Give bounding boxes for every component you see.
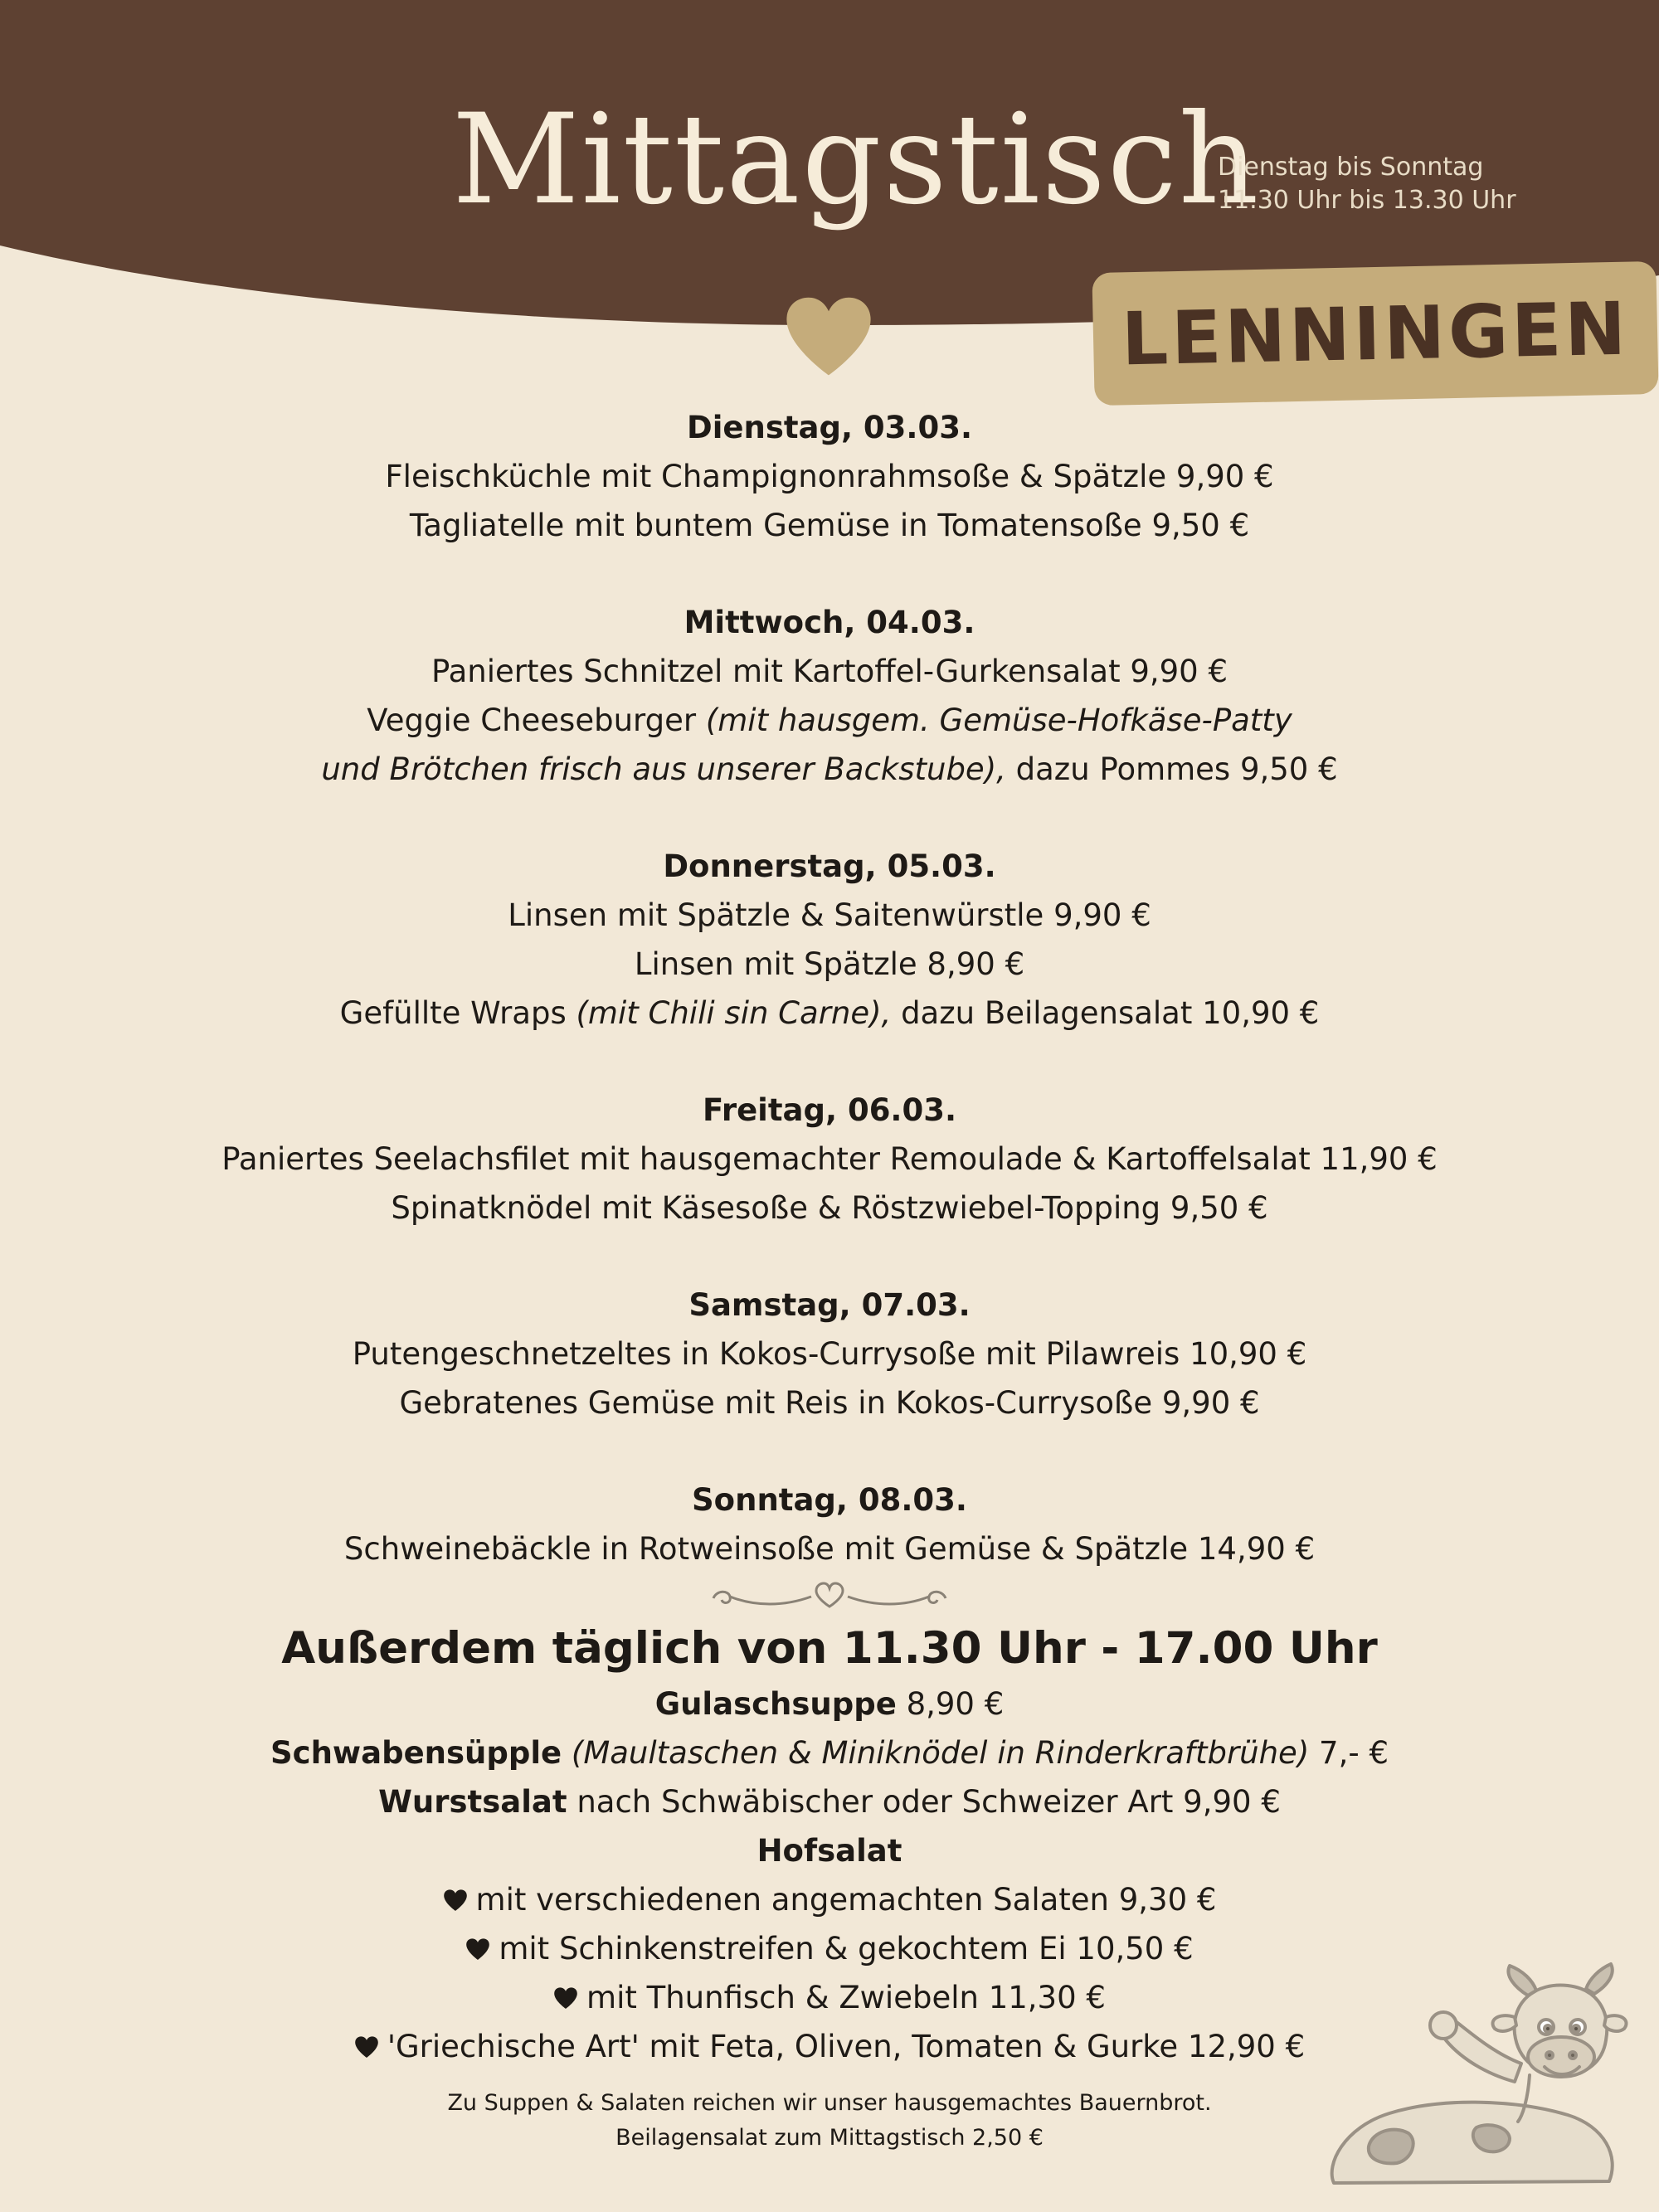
menu-content <box>0 403 1659 2156</box>
heart-bullet-icon <box>443 1889 468 1912</box>
day-title: Donnerstag, 05.03. <box>663 848 996 884</box>
ornament-divider-icon <box>705 1578 954 1615</box>
hofsalat-option-text: mit Thunfisch & Zwiebeln 11,30 € <box>586 1980 1106 2015</box>
footer-line: Zu Suppen & Salaten reichen wir unser hausgemachtes Bauernbrot. <box>447 2090 1212 2116</box>
dish-line <box>0 745 1659 794</box>
day-title: Dienstag, 03.03. <box>686 410 973 445</box>
heart-bullet-icon <box>354 2035 379 2059</box>
dish-line <box>0 989 1659 1038</box>
opening-hours <box>1218 151 1516 217</box>
day-title: Freitag, 06.03. <box>702 1092 957 1128</box>
day-title: Mittwoch, 04.03. <box>684 605 975 640</box>
day-thursday <box>0 842 1659 1038</box>
dish-note: (mit Chili sin Carne), <box>576 995 892 1031</box>
dish-note: (Maultaschen & Miniknödel in Rinderkraftbrühe) <box>562 1735 1310 1771</box>
dish-line: Gebratenes Gemüse mit Reis in Kokos-Currysoße 9,90 € <box>399 1385 1260 1421</box>
cow-mascot-icon <box>1319 1957 1634 2198</box>
opening-time: 11.30 Uhr bis 13.30 Uhr <box>1218 186 1516 215</box>
day-tuesday <box>0 403 1659 550</box>
dish-name: Gulaschsuppe <box>654 1686 897 1722</box>
dish-name: Veggie Cheeseburger <box>367 702 706 738</box>
day-title: Sonntag, 08.03. <box>692 1482 967 1518</box>
dish-line: Paniertes Schnitzel mit Kartoffel-Gurkensalat 9,90 € <box>431 654 1228 689</box>
day-friday <box>0 1086 1659 1232</box>
dish-price: 7,- € <box>1309 1735 1389 1771</box>
dish-line <box>0 696 1659 745</box>
heart-bullet-icon <box>553 1986 578 2010</box>
opening-days: Dienstag bis Sonntag <box>1218 153 1484 182</box>
day-saturday <box>0 1281 1659 1427</box>
dish-line: Fleischküchle mit Champignonrahmsoße & Spätzle 9,90 € <box>385 459 1274 494</box>
dish-rest: dazu Beilagensalat 10,90 € <box>891 995 1320 1031</box>
extra-title: Außerdem täglich von 11.30 Uhr - 17.00 Uhr <box>281 1623 1378 1674</box>
heart-bullet-icon <box>465 1937 490 1961</box>
extra-gulasch <box>0 1680 1659 1728</box>
dish-price: 8,90 € <box>896 1686 1005 1722</box>
hofsalat-title: Hofsalat <box>757 1833 902 1869</box>
day-title: Samstag, 07.03. <box>688 1287 971 1323</box>
hofsalat-option-text: mit Schinkenstreifen & gekochtem Ei 10,50 € <box>499 1931 1194 1966</box>
day-sunday <box>0 1475 1659 1573</box>
hofsalat-option-text: 'Griechische Art' mit Feta, Oliven, Tomaten & Gurke 12,90 € <box>387 2029 1306 2064</box>
dish-rest: nach Schwäbischer oder Schweizer Art 9,90 € <box>567 1784 1281 1820</box>
footer-line: Beilagensalat zum Mittagstisch 2,50 € <box>615 2125 1044 2151</box>
dish-rest: dazu Pommes 9,50 € <box>1005 751 1338 787</box>
dish-line: Tagliatelle mit buntem Gemüse in Tomatensoße 9,50 € <box>409 508 1250 543</box>
dish-line: Putengeschnetzeltes in Kokos-Currysoße mit Pilawreis 10,90 € <box>352 1336 1307 1372</box>
hofsalat-option <box>0 1875 1659 1924</box>
dish-line: Spinatknödel mit Käsesoße & Röstzwiebel-Topping 9,50 € <box>391 1190 1268 1226</box>
dish-name: Wurstsalat <box>378 1784 567 1820</box>
heart-icon <box>783 294 874 377</box>
dish-line: Schweinebäckle in Rotweinsoße mit Gemüse & Spätzle 14,90 € <box>343 1531 1316 1567</box>
dish-note: und Brötchen frisch aus unserer Backstube), <box>321 751 1006 787</box>
day-wednesday <box>0 598 1659 794</box>
dish-line: Paniertes Seelachsfilet mit hausgemachter Remoulade & Kartoffelsalat 11,90 € <box>221 1141 1438 1177</box>
dish-note: (mit hausgem. Gemüse-Hofkäse-Patty <box>705 702 1292 738</box>
dish-line: Linsen mit Spätzle 8,90 € <box>634 946 1025 982</box>
hofsalat-option-text: mit verschiedenen angemachten Salaten 9,30 € <box>475 1882 1217 1918</box>
dish-line: Linsen mit Spätzle & Saitenwürstle 9,90 € <box>508 897 1151 933</box>
extra-wurst <box>0 1777 1659 1826</box>
extra-schwaben <box>0 1728 1659 1777</box>
dish-name: Schwabensüpple <box>270 1735 562 1771</box>
location-badge <box>1092 261 1658 406</box>
dish-name: Gefüllte Wraps <box>339 995 577 1031</box>
location-name: LENNINGEN <box>1121 285 1630 382</box>
page-title: Mittagstisch <box>452 88 1261 232</box>
